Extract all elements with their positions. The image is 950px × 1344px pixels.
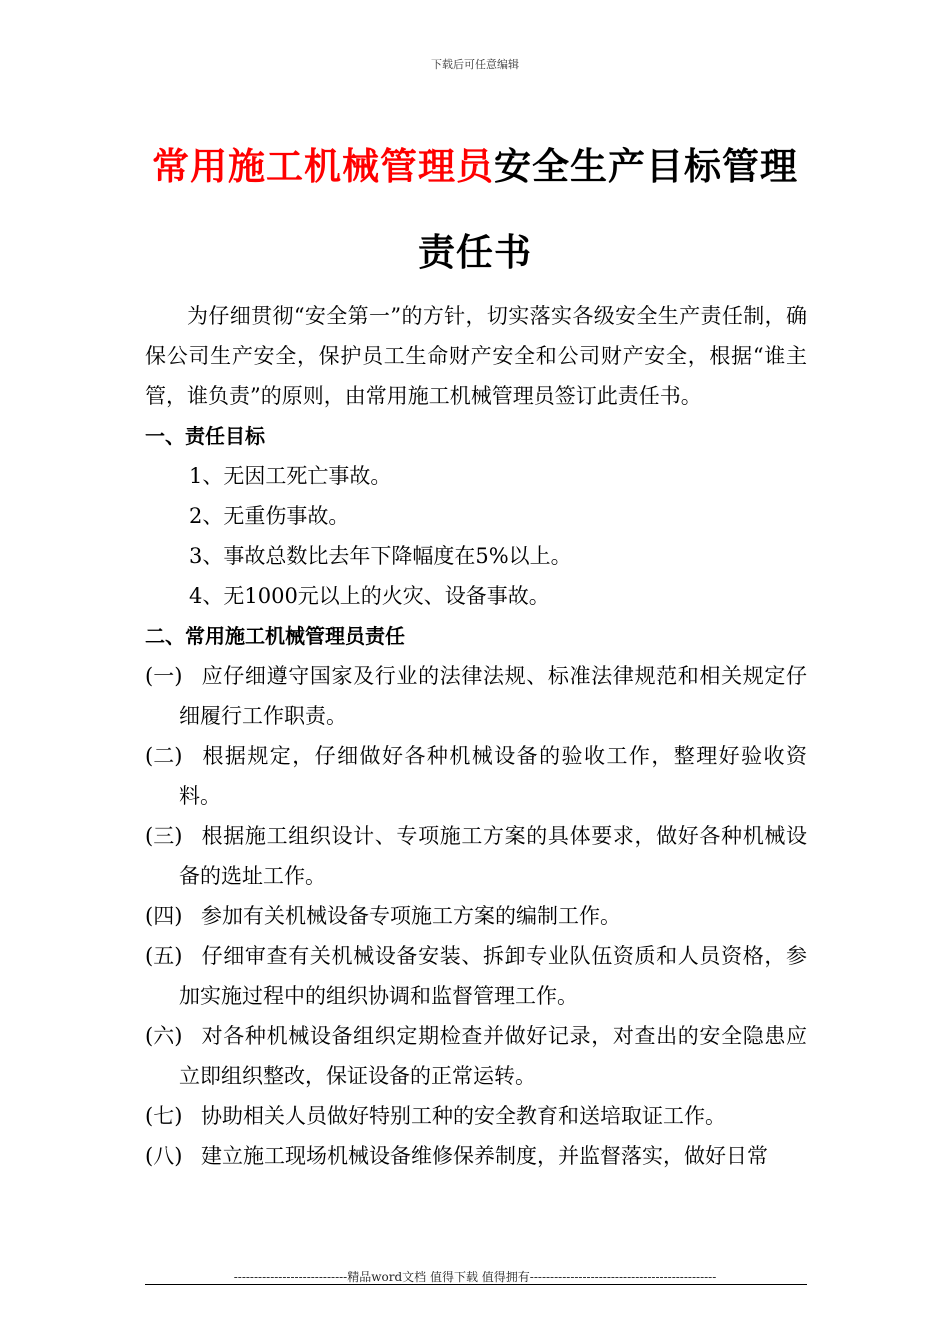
duty-number: (三) — [145, 824, 183, 848]
target-item: 2、无重伤事故。 — [189, 504, 350, 528]
target-item: 4、无1000元以上的火灾、设备事故。 — [189, 584, 550, 608]
document-title-line-1 — [0, 136, 950, 190]
section-heading-targets: 一、责任目标 — [145, 424, 265, 448]
duty-text: 对各种机械设备组织定期检查并做好记录，对查出的安全隐患应立即组织整改，保证设备的正常运转。 — [179, 1024, 807, 1088]
duty-item — [145, 1016, 807, 1096]
duty-number: (六) — [145, 1024, 183, 1048]
duty-item — [145, 936, 807, 1016]
duty-text: 根据规定，仔细做好各种机械设备的验收工作，整理好验收资料。 — [179, 744, 807, 808]
duty-text: 参加有关机械设备专项施工方案的编制工作。 — [201, 904, 621, 928]
intro-paragraph: 为仔细贯彻“安全第一”的方针，切实落实各级安全生产责任制，确保公司生产安全，保护员工生命财产安全和公司财产安全，根据“谁主管，谁负责”的原则，由常用施工机械管理员签订此责任书。 — [145, 304, 807, 408]
footer-note: ----------------------------精品word文档 值得下载 值得拥有---------------------------------------------- — [233, 1270, 717, 1284]
duty-item — [145, 656, 807, 736]
target-item: 1、无因工死亡事故。 — [189, 464, 392, 488]
duty-number: (五) — [145, 944, 183, 968]
duty-item — [145, 816, 807, 896]
header-note: 下载后可任意编辑 — [431, 58, 519, 71]
title-main: 安全生产目标管理 — [494, 145, 798, 188]
duty-item — [145, 896, 807, 936]
duty-number: (七) — [145, 1104, 183, 1128]
duty-number: (二) — [145, 744, 183, 768]
duty-text: 协助相关人员做好特别工种的安全教育和送培取证工作。 — [201, 1104, 726, 1128]
duty-item — [145, 1096, 807, 1136]
duty-item — [145, 736, 807, 816]
duty-number: (四) — [145, 904, 183, 928]
document-body — [145, 296, 807, 1176]
section-heading-duties: 二、常用施工机械管理员责任 — [145, 624, 405, 648]
duty-text: 根据施工组织设计、专项施工方案的具体要求，做好各种机械设备的选址工作。 — [179, 824, 807, 888]
duty-number: (八) — [145, 1144, 183, 1168]
target-item: 3、事故总数比去年下降幅度在5%以上。 — [189, 544, 572, 568]
duty-item — [145, 1136, 807, 1176]
title-suffix: 责任书 — [418, 231, 532, 274]
title-highlight: 常用施工机械管理员 — [152, 145, 494, 188]
footer-divider — [145, 1284, 807, 1285]
duty-number: (一) — [145, 664, 183, 688]
document-title-line-2 — [0, 222, 950, 276]
duty-text: 建立施工现场机械设备维修保养制度，并监督落实，做好日常 — [201, 1144, 768, 1168]
duty-text: 应仔细遵守国家及行业的法律法规、标准法律规范和相关规定仔细履行工作职责。 — [179, 664, 807, 728]
duty-text: 仔细审查有关机械设备安装、拆卸专业队伍资质和人员资格，参加实施过程中的组织协调和监督管理工作。 — [179, 944, 807, 1008]
